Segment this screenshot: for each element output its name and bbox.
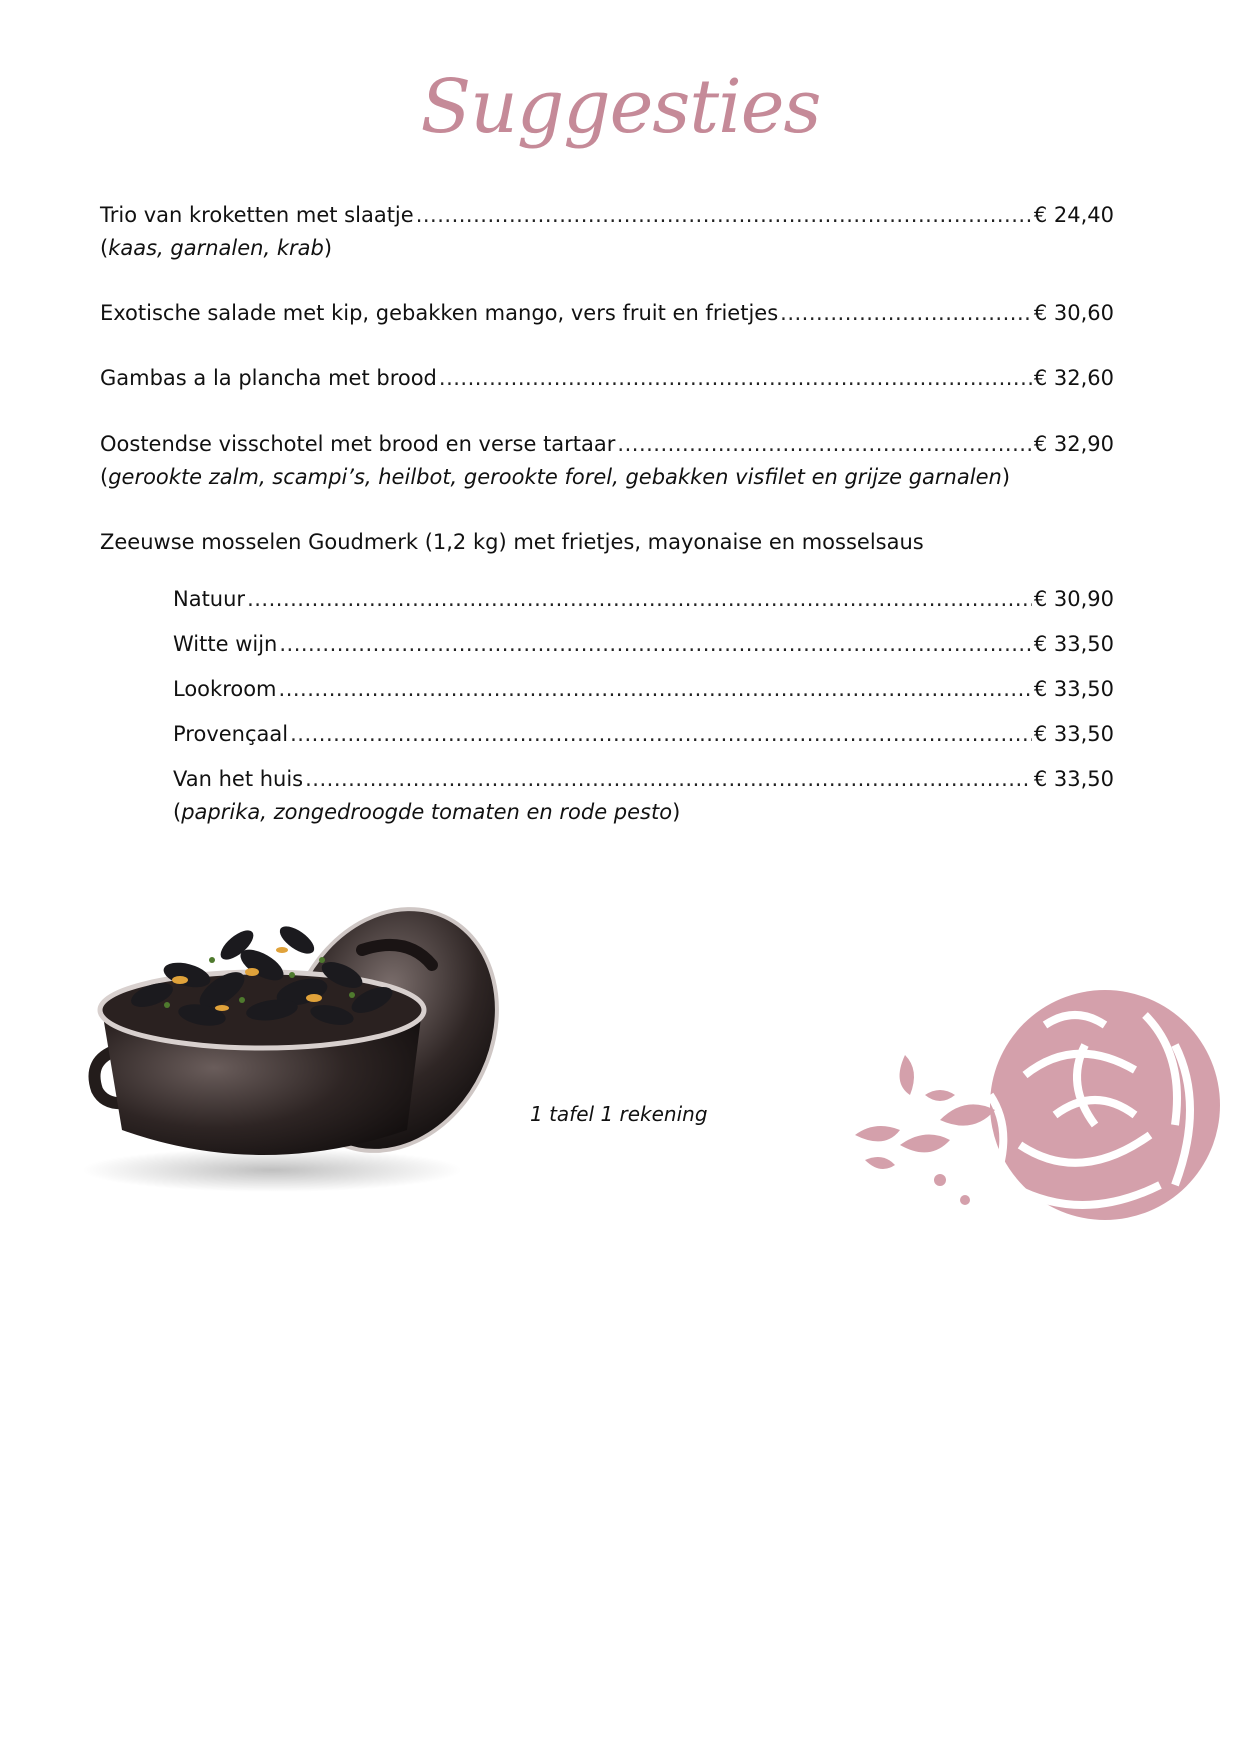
menu-item-exotische-salade bbox=[100, 298, 1114, 328]
mussels-heading: Zeeuwse mosselen Goudmerk (1,2 kg) met frietjes, mayonaise en mosselsaus bbox=[100, 530, 924, 554]
dot-leader bbox=[439, 363, 1032, 393]
menu-item-price: € 24,40 bbox=[1033, 203, 1114, 227]
mussel-variant-provencaal bbox=[173, 719, 1114, 749]
variant-price: € 30,90 bbox=[1033, 587, 1114, 611]
variant-note: (paprika, zongedroogde tomaten en rode pesto) bbox=[173, 800, 681, 824]
variant-name: Van het huis bbox=[173, 767, 304, 791]
mussel-pot-image bbox=[62, 880, 512, 1200]
rose-ornament-image bbox=[845, 985, 1241, 1230]
mussel-variant-witte-wijn bbox=[173, 629, 1114, 659]
dot-leader bbox=[305, 764, 1032, 794]
page-title: Suggesties bbox=[420, 64, 821, 150]
dot-leader bbox=[279, 629, 1031, 659]
footer-note: 1 tafel 1 rekening bbox=[530, 1102, 708, 1126]
menu-item-price: € 32,90 bbox=[1033, 432, 1114, 456]
dot-leader bbox=[780, 298, 1032, 328]
variant-price: € 33,50 bbox=[1033, 767, 1114, 791]
menu-item-name: Trio van kroketten met slaatje bbox=[100, 203, 414, 227]
variant-name: Provençaal bbox=[173, 722, 289, 746]
variant-name: Lookroom bbox=[173, 677, 277, 701]
menu-item-gambas bbox=[100, 363, 1114, 393]
variant-name: Natuur bbox=[173, 587, 246, 611]
menu-item-note: (gerookte zalm, scampi’s, heilbot, gerookte forel, gebakken visfilet en grijze garnalen) bbox=[100, 465, 1011, 489]
menu-item-name: Exotische salade met kip, gebakken mango, vers fruit en frietjes bbox=[100, 301, 779, 325]
dot-leader bbox=[247, 584, 1032, 614]
menu-item-price: € 30,60 bbox=[1033, 301, 1114, 325]
menu-item-name: Gambas a la plancha met brood bbox=[100, 366, 437, 390]
mussel-variant-lookroom bbox=[173, 674, 1114, 704]
dot-leader bbox=[279, 674, 1032, 704]
mussel-variant-natuur bbox=[173, 584, 1114, 614]
variant-name: Witte wijn bbox=[173, 632, 278, 656]
menu-item-oostendse-visschotel bbox=[100, 429, 1114, 459]
variant-price: € 33,50 bbox=[1033, 722, 1114, 746]
menu-item-price: € 32,60 bbox=[1033, 366, 1114, 390]
variant-price: € 33,50 bbox=[1033, 632, 1114, 656]
dot-leader bbox=[416, 200, 1032, 230]
mussel-variant-van-het-huis bbox=[173, 764, 1114, 794]
menu-item-name: Oostendse visschotel met brood en verse tartaar bbox=[100, 432, 616, 456]
menu-item-trio-kroketten bbox=[100, 200, 1114, 230]
dot-leader bbox=[617, 429, 1031, 459]
menu-item-note: (kaas, garnalen, krab) bbox=[100, 236, 333, 260]
variant-price: € 33,50 bbox=[1033, 677, 1114, 701]
dot-leader bbox=[290, 719, 1032, 749]
